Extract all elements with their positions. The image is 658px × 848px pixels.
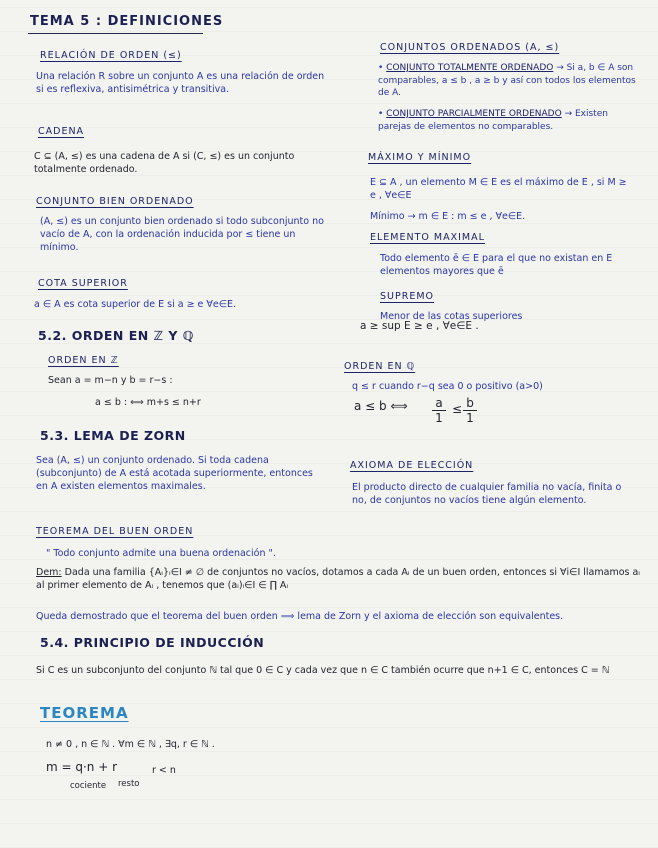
teorema-line1: n ≠ 0 , n ∈ ℕ . ∀m ∈ ℕ , ∃q, r ∈ ℕ . xyxy=(46,739,215,750)
minimo-text: Mínimo → m ∈ E : m ≤ e , ∀e∈E. xyxy=(370,211,526,222)
bien-ordenado-heading: CONJUNTO BIEN ORDENADO xyxy=(36,196,194,207)
orden-q-fraction-b xyxy=(463,396,477,425)
teorema-buen-orden-heading: TEOREMA DEL BUEN ORDEN xyxy=(36,526,194,537)
teorema-r-menor-n: r < n xyxy=(152,765,176,776)
cadena-text: C ⊆ (A, ≤) es una cadena de A si (C, ≤) es un conjunto totalmente ordenado. xyxy=(34,151,295,175)
parcialmente-ordenado-text: → Existen parejas de elementos no comparables. xyxy=(378,109,608,132)
orden-q-le: ≤ xyxy=(452,402,463,416)
teorema-heading: TEOREMA xyxy=(40,704,129,722)
resto-label: resto xyxy=(118,779,140,789)
maximo-minimo-heading: MÁXIMO Y MÍNIMO xyxy=(368,152,472,163)
parcialmente-ordenado-item: • CONJUNTO PARCIALMENTE ORDENADO → Existen parejas de elementos no comparables. xyxy=(378,109,608,132)
totalmente-ordenado-label: CONJUNTO TOTALMENTE ORDENADO xyxy=(386,63,554,73)
supremo-text: Menor de las cotas superiores xyxy=(380,311,523,322)
cadena-heading: CADENA xyxy=(38,126,85,137)
totalmente-ordenado-text: → Si a, b ∈ A son comparables, a ≤ b , a ≥ b y así con todos los elementos de A. xyxy=(378,63,636,98)
title-underline xyxy=(28,33,203,34)
orden-q-frac-den-b: 1 xyxy=(463,410,477,425)
orden-z-line1: Sean a = m−n y b = r−s : xyxy=(48,375,173,386)
orden-q-heading: ORDEN EN ℚ xyxy=(344,361,416,372)
axioma-eleccion-text: El producto directo de cualquier familia no vacía, finita o no, de conjuntos no vacíos tiene algún elemento. xyxy=(352,482,622,506)
conjuntos-ordenados-heading: CONJUNTOS ORDENADOS (A, ≤) xyxy=(380,42,560,53)
axioma-eleccion-heading: AXIOMA DE ELECCIÓN xyxy=(350,460,474,471)
page-title: TEMA 5 : DEFINICIONES xyxy=(30,14,224,29)
demostracion-text xyxy=(36,566,646,592)
dem-label: Dem: xyxy=(36,567,62,578)
zorn-text: Sea (A, ≤) un conjunto ordenado. Si toda cadena (subconjunto) de A está acotada superiormente, entonces en A existen elementos maximales. xyxy=(36,455,313,492)
orden-q-frac-den-a: 1 xyxy=(432,410,446,425)
maximal-heading: ELEMENTO MAXIMAL xyxy=(370,232,485,243)
relacion-heading: RELACIÓN DE ORDEN (≤) xyxy=(40,50,182,61)
teorema-buen-orden-quote: " Todo conjunto admite una buena ordenación ". xyxy=(46,548,276,559)
orden-q-formula-lhs: a ≤ b ⟺ xyxy=(354,399,408,413)
dem-body: Dada una familia {Aᵢ}ᵢ∈I ≠ ∅ de conjuntos no vacíos, dotamos a cada Aᵢ de un buen orden, entonces si ∀i∈I llamamos aᵢ al primer elemento de Aᵢ , tenemos que (aᵢ)ᵢ∈I ∈ ∏ Aᵢ xyxy=(36,567,640,591)
cociente-label: cociente xyxy=(70,781,107,791)
relacion-text: Una relación R sobre un conjunto A es una relación de orden si es reflexiva, antisimétrica y transitiva. xyxy=(36,71,325,95)
induccion-text: Si C es un subconjunto del conjunto ℕ tal que 0 ∈ C y cada vez que n ∈ C también ocurre que n+1 ∈ C, entonces C = ℕ xyxy=(36,665,610,676)
section-5-4-heading: 5.4. PRINCIPIO DE INDUCCIÓN xyxy=(40,635,265,650)
section-5-2-heading: 5.2. ORDEN EN ℤ Y ℚ xyxy=(38,328,194,343)
orden-q-frac-num-b: b xyxy=(466,396,474,410)
maximal-text: Todo elemento ē ∈ E para el que no existan en E elementos mayores que ē xyxy=(380,253,613,277)
supremo-heading: SUPREMO xyxy=(380,291,434,302)
section-5-3-heading: 5.3. LEMA DE ZORN xyxy=(40,428,186,443)
parcialmente-ordenado-label: CONJUNTO PARCIALMENTE ORDENADO xyxy=(386,109,562,119)
orden-q-frac-num-a: a xyxy=(435,396,443,410)
orden-q-line1: q ≤ r cuando r−q sea 0 o positivo (a>0) xyxy=(352,381,543,392)
orden-z-line2: a ≤ b : ⟺ m+s ≤ n+r xyxy=(95,397,201,408)
orden-z-heading: ORDEN EN ℤ xyxy=(48,355,119,366)
maximo-text: E ⊆ A , un elemento M ∈ E es el máximo de E , si M ≥ e , ∀e∈E xyxy=(370,177,627,201)
cota-heading: COTA SUPERIOR xyxy=(38,278,128,289)
bien-ordenado-text: (A, ≤) es un conjunto bien ordenado si todo subconjunto no vacío de A, con la ordenación inducida por ≤ tiene un mínimo. xyxy=(40,216,324,253)
orden-q-fraction-a xyxy=(432,396,446,425)
totalmente-ordenado-item: • CONJUNTO TOTALMENTE ORDENADO → Si a, b ∈ A son comparables, a ≤ b , a ≥ b y así con todos los elementos de A. xyxy=(378,63,636,98)
demostracion-conclusion: Queda demostrado que el teorema del buen orden ⟹ lema de Zorn y el axioma de elección son equivalentes. xyxy=(36,611,564,622)
cota-text: a ∈ A es cota superior de E si a ≥ e ∀e∈E. xyxy=(34,299,237,310)
teorema-division-formula: m = q·n + r xyxy=(46,760,118,774)
supremo-formula: a ≥ sup E ≥ e , ∀e∈E . xyxy=(360,320,479,332)
